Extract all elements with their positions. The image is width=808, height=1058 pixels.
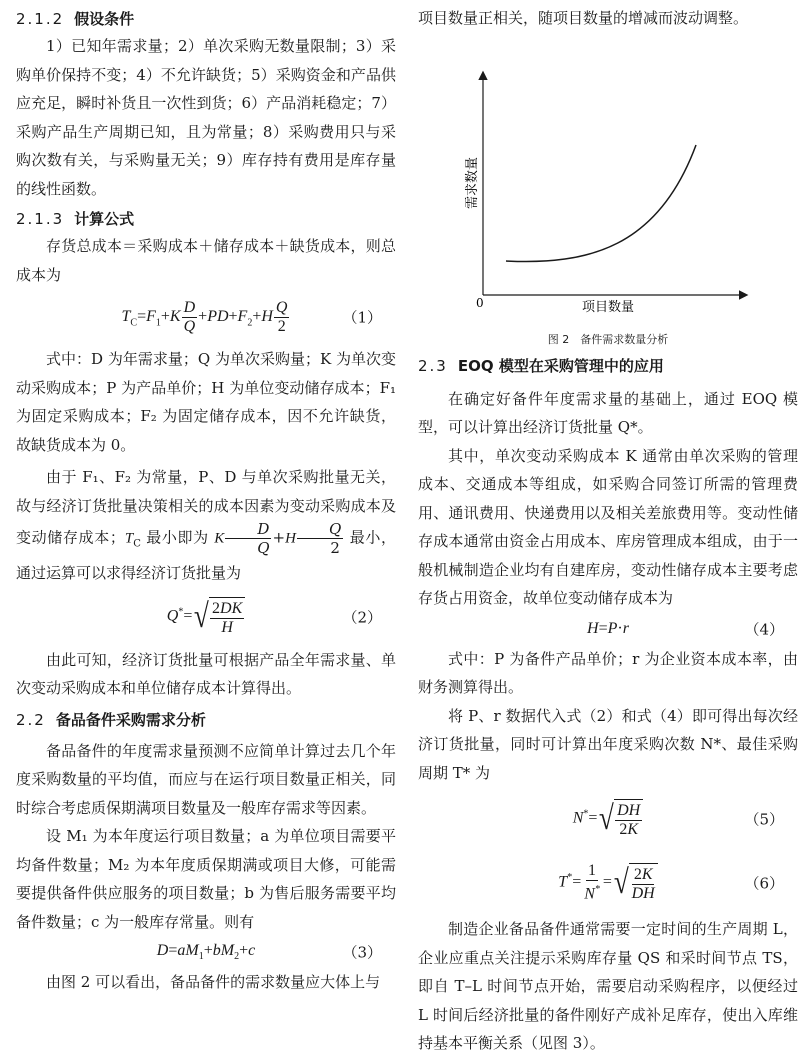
eoq-derivation-paragraph: 由于 F₁、F₂ 为常量，P、D 与单次采购批量无关，故与经济订货批量决策相关的成本因素为变动采购成本及变动储存成本；$T_C$ 最小即为 K $\frac{D}{Q}$ +H $\frac{Q}{2}$ 最小，通过运算可以求得经济订货批量为 (16, 468, 396, 582)
section-heading-2-3: 2.3 EOQ 模型在采购管理中的应用 (418, 356, 664, 375)
x-axis-label: 项目数量 (581, 299, 635, 315)
equation-1: $T_C=F_1+K$ $\frac{D}{Q}$ $+PD+F_2+H$ $\frac{Q}{2}$ （1） (121, 298, 382, 335)
variable-definitions-paragraph: 式中：D 为年需求量；Q 为单次采购量；K 为单次变动采购成本；P 为产品单价；H 为单位变动储存成本；F₁ 为固定采购成本；F₂ 为固定储存成本，因不允许缺货，故缺货成本为 0。 (16, 350, 396, 454)
assumptions-paragraph: 1）已知年需求量；2）单次采购无数量限制；3）采购单价保持不变；4）不允许缺货；5）采购资金和产品供应充足，瞬时补货且一次性到货；6）产品消耗稳定；7）采购产品生产周期已知，且为常量；8）采购费用只与采购次数有关，与采购量无关；9）库存持有费用是库存量的线性函数。 (16, 37, 396, 198)
continuation-paragraph: 项目数量正相关，随项目数量的增减而波动调整。 (418, 9, 749, 27)
figure-2 (418, 33, 798, 346)
price-rate-paragraph: 式中：P 为备件产品单价；r 为企业资本成本率，由财务测算得出。 (418, 649, 798, 696)
demand-variables-paragraph: 设 M₁ 为本年度运行项目数量；a 为单位项目需要平均备件数量；M₂ 为本年度质保期满或项目大修，可能需要提供备件供应服务的项目数量；b 为售后服务需要平均备件数量；c 为一般库存常量。则有 (16, 827, 396, 931)
demand-analysis-paragraph: 备品备件的年度需求量预测不应简单计算过去几个年度采购数量的平均值，而应与在运行项目数量正相关，同时综合考虑质保期满项目数量及一般库存需求等因素。 (16, 741, 396, 817)
section-heading-2-2: 2.2 备品备件采购需求分析 (16, 710, 206, 729)
equation-5: N*= √ $\frac{DH}{2K}$ （5） (572, 800, 784, 838)
demand-curve (506, 145, 696, 262)
left-column (16, 0, 396, 997)
procurement-timing-paragraph: 制造企业备品备件通常需要一定时间的生产周期 L，企业应重点关注提示采购库存量 QS 和采时间节点 TS，即自 T–L 时间节点开始，需要启动采购程序，以便经过 L 时间后经济批量的备件刚好产成补足库存，使出入库维持基本平衡关系（见图 3）。 (418, 920, 798, 1052)
right-column (418, 0, 798, 1058)
frequency-cycle-paragraph: 将 P、r 数据代入式（2）和式（4）即可得出每次经济订货批量，同时可计算出年度采购次数 N*、最佳采购周期 T* 为 (418, 706, 798, 782)
section-heading-2-1-3: 2.1.3 计算公式 (16, 210, 135, 228)
equation-2: Q*= √ $\frac{2DK}{H}$ （2） (166, 597, 382, 636)
eoq-application-paragraph: 在确定好备件年度需求量的基础上，通过 EOQ 模型，可以计算出经济订货批量 Q*。 (418, 389, 798, 436)
cost-intro-paragraph: 存货总成本＝采购成本＋储存成本＋缺货成本，则总成本为 (16, 237, 396, 284)
figure-2-caption: 图 2 备件需求数量分析 (547, 332, 669, 346)
equation-6: T*= $\frac{1}{N^*}$ = √ $\frac{2K}{DH}$ （6） (558, 862, 784, 903)
origin-label: 0 (476, 295, 484, 310)
cost-components-paragraph: 其中，单次变动采购成本 K 通常由单次采购的管理成本、交通成本等组成，如采购合同签订所需的管理费用、通讯费用、快递费用以及相关差旅费用等。变动性储存成本通常由资金占用成本、库房管理成本组成，由于一般机械制造企业均有自建库房，变动性储存成本主要考虑存货占用资金，故单位变动储存成本为 (418, 446, 798, 607)
equation-3: $D=aM_1+bM_2+c$ （3） (156, 941, 382, 963)
demand-curve-chart (418, 33, 798, 333)
equation-4: H=P·r （4） (587, 619, 784, 638)
figure-reference-paragraph: 由图 2 可以看出，备品备件的需求数量应大体上与 (46, 973, 381, 991)
eoq-conclusion-paragraph: 由此可知，经济订货批量可根据产品全年需求量、单次变动采购成本和单位储存成本计算得出。 (16, 650, 396, 697)
section-heading-2-1-2: 2.1.2 假设条件 (16, 10, 135, 28)
y-axis-label: 需求数量 (465, 156, 480, 209)
